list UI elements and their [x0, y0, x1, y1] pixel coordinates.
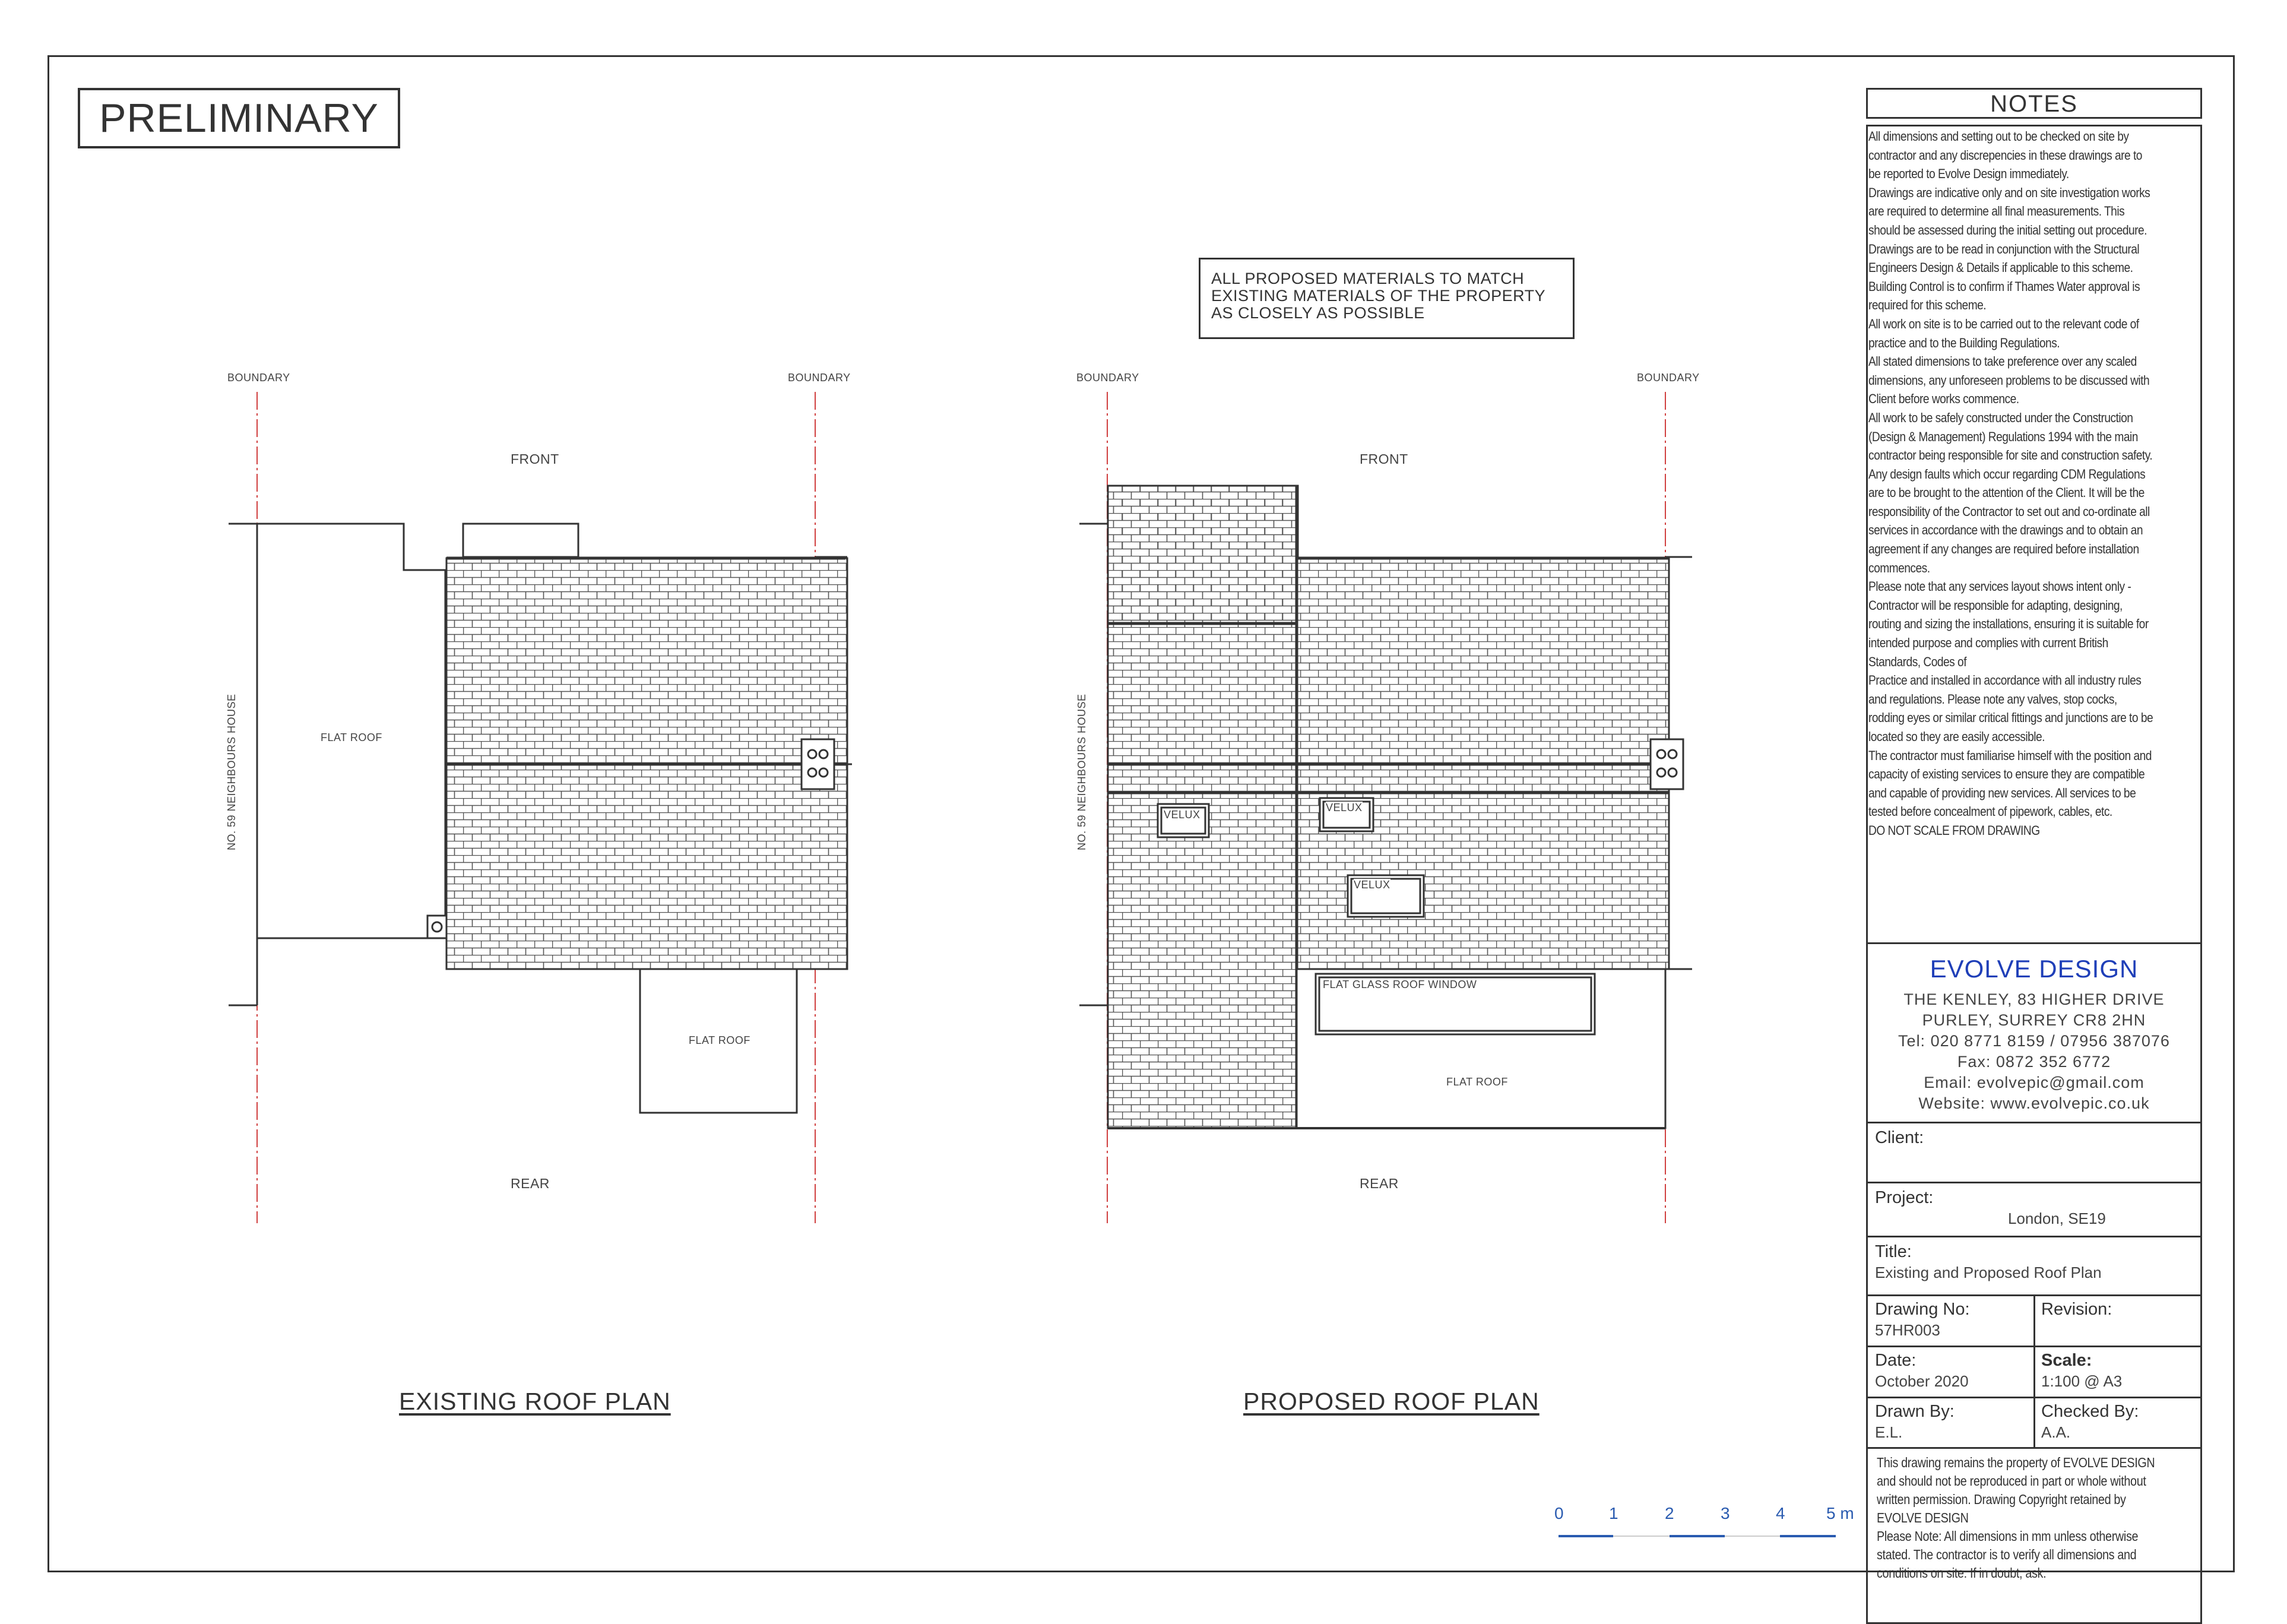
checked-by-label: Checked By: [2041, 1402, 2139, 1421]
existing-rear-label: REAR [511, 1176, 550, 1191]
scale-tick-3: 3 [1721, 1504, 1730, 1522]
notes-line: Contractor will be responsible for adapting, designing, [1868, 597, 2123, 613]
drawing-title-label: Title: [1875, 1242, 1912, 1261]
notes-line: tested before concealment of pipework, cables, etc. [1868, 804, 2112, 819]
notes-line: Any design faults which occur regarding CDM Regulations [1868, 466, 2146, 482]
velux-label-2: VELUX [1326, 802, 1363, 813]
drawn-by-label: Drawn By: [1875, 1402, 1955, 1421]
notes-line: located so they are easily accessible. [1868, 729, 2045, 744]
drawing-title-value: Existing and Proposed Roof Plan [1875, 1264, 2102, 1281]
notes-line: All dimensions and setting out to be checked on site by [1868, 129, 2129, 144]
client-label: Client: [1875, 1128, 1924, 1147]
title-block-panel [1866, 88, 2202, 1581]
velux-label-1: VELUX [1164, 809, 1200, 821]
notes-line: Building Control is to confirm if Thames Water approval is [1868, 278, 2140, 294]
notes-line: intended purpose and complies with current British [1868, 635, 2108, 651]
company-tel: Tel: 020 8771 8159 / 07956 387076 [1898, 1032, 2170, 1050]
copyright-line-2: and should not be reproduced in part or whole without [1877, 1473, 2146, 1489]
notes-line: All stated dimensions to take preference over any scaled [1868, 354, 2137, 369]
notes-line: Drawings are to be read in conjunction with the Structural [1868, 241, 2140, 257]
drawing-no-label: Drawing No: [1875, 1300, 1970, 1319]
notes-line: contractor being responsible for site and construction safety. [1868, 448, 2153, 463]
existing-front-bay [463, 524, 578, 557]
proposed-roof-plan-title: PROPOSED ROOF PLAN [1243, 1388, 1540, 1415]
company-email: Email: evolvepic@gmail.com [1924, 1074, 2145, 1091]
proposed-flat-roof-label: FLAT ROOF [1446, 1076, 1508, 1088]
notes-line: capacity of existing services to ensure they are compatible [1868, 767, 2145, 782]
existing-neighbour-label: NO. 59 NEIGHBOURS HOUSE [226, 694, 237, 850]
proposed-vent-box [1651, 739, 1683, 789]
copyright-line-5: Please Note: All dimensions in mm unless otherwise [1877, 1528, 2139, 1544]
notes-body [1868, 127, 2204, 840]
company-address-1: THE KENLEY, 83 HIGHER DRIVE [1903, 990, 2165, 1008]
existing-flat-roof-label-1: FLAT ROOF [321, 732, 382, 743]
notes-line: Drawings are indicative only and on site investigation works [1868, 185, 2150, 200]
copyright-line-7: conditions on site. If in doubt, ask. [1877, 1565, 2047, 1581]
existing-roof-plan-title: EXISTING ROOF PLAN [399, 1388, 671, 1415]
notes-line: DO NOT SCALE FROM DRAWING [1868, 822, 2040, 838]
preliminary-stamp: PRELIMINARY [78, 88, 400, 148]
existing-boundary-right-label: BOUNDARY [788, 372, 851, 384]
notes-line: The contractor must familiarise himself with the position and [1868, 748, 2152, 763]
notes-line: agreement if any changes are required before installation [1868, 542, 2139, 557]
existing-small-box [427, 916, 446, 938]
notes-line: All work on site is to be carried out to the relevant code of [1868, 316, 2139, 331]
notes-line: (Design & Management) Regulations 1994 with the main [1868, 429, 2138, 444]
notes-line: required for this scheme. [1868, 297, 1987, 313]
drawing-title-box [1866, 1236, 2202, 1296]
notes-line: are to be brought to the attention of the Client. It will be the [1868, 485, 2145, 501]
notes-line: services in accordance with the drawings and to obtain an [1868, 523, 2143, 538]
notes-line: Practice and installed in accordance with all industry rules [1868, 673, 2142, 688]
notes-line: are required to determine all final measurements. This [1868, 204, 2125, 219]
date-value: October 2020 [1875, 1372, 1969, 1390]
materials-note-line-1: ALL PROPOSED MATERIALS TO MATCH [1211, 270, 1525, 287]
existing-front-label: FRONT [511, 451, 559, 467]
notes-line: practice and to the Building Regulations. [1868, 335, 2060, 350]
proposed-front-left-block [1108, 486, 1298, 623]
drawn-by-value: E.L. [1875, 1423, 1903, 1441]
copyright-text [1877, 1454, 2203, 1582]
existing-vent-box [802, 739, 834, 789]
copyright-line-1: This drawing remains the property of EVOLVE DESIGN [1877, 1455, 2155, 1470]
scale-tick-2: 2 [1665, 1504, 1674, 1522]
project-label: Project: [1875, 1188, 1934, 1207]
notes-line: routing and sizing the installations, ensuring it is suitable for [1868, 616, 2149, 632]
company-contact [1866, 989, 2202, 1114]
scale-tick-4: 4 [1776, 1504, 1785, 1522]
copyright-line-3: written permission. Drawing Copyright retained by [1877, 1492, 2126, 1507]
materials-note-line-2: EXISTING MATERIALS OF THE PROPERTY [1211, 287, 1546, 305]
scale-tick-5: 5 m [1826, 1504, 1854, 1522]
drawing-no-row [1866, 1294, 2202, 1347]
notes-heading: NOTES [1866, 88, 2202, 119]
project-value: London, SE19 [2008, 1210, 2106, 1227]
notes-line: Client before works commence. [1868, 391, 2019, 407]
company-name: EVOLVE DESIGN [1930, 955, 2139, 983]
scale-value: 1:100 @ A3 [2041, 1372, 2123, 1390]
notes-line: responsibility of the Contractor to set out and co-ordinate all [1868, 504, 2150, 519]
revision-label: Revision: [2041, 1300, 2112, 1319]
proposed-boundary-left-label: BOUNDARY [1076, 372, 1139, 384]
drawn-checked-row [1866, 1397, 2202, 1449]
notes-line: Engineers Design & Details if applicable to this scheme. [1868, 260, 2133, 276]
proposed-left-column [1108, 623, 1297, 1128]
date-scale-row [1866, 1346, 2202, 1398]
notes-line: dimensions, any unforeseen problems to be discussed with [1868, 372, 2150, 388]
notes-line: and regulations. Please note any valves, stop cocks, [1868, 691, 2117, 707]
company-website: Website: www.evolvepic.co.uk [1918, 1094, 2150, 1112]
notes-line: All work to be safely constructed under the Construction [1868, 410, 2133, 425]
checked-by-value: A.A. [2041, 1423, 2071, 1441]
notes-line: and capable of providing new services. All services to be [1868, 785, 2136, 800]
notes-line: Standards, Codes of [1868, 654, 1967, 669]
scale-tick-1: 1 [1609, 1504, 1618, 1522]
drawing-no-value: 57HR003 [1875, 1321, 1940, 1339]
notes-line: Please note that any services layout shows intent only - [1868, 579, 2131, 594]
notes-line: should be assessed during the initial setting out procedure. [1868, 222, 2147, 238]
copyright-line-6: stated. The contractor is to verify all dimensions and [1877, 1547, 2137, 1562]
flat-glass-window-label: FLAT GLASS ROOF WINDOW [1323, 979, 1477, 990]
materials-note-line-3: AS CLOSELY AS POSSIBLE [1211, 304, 1425, 322]
company-fax: Fax: 0872 352 6772 [1957, 1053, 2111, 1071]
proposed-boundary-right-label: BOUNDARY [1637, 372, 1700, 384]
project-box [1866, 1182, 2202, 1237]
existing-roof-plan [229, 392, 852, 1223]
notes-line: contractor and any discrepencies in these drawings are to [1868, 147, 2142, 163]
velux-label-3: VELUX [1354, 879, 1390, 891]
proposed-front-label: FRONT [1360, 451, 1408, 467]
notes-line: rodding eyes or similar critical fittings and junctions are to be [1868, 710, 2153, 726]
existing-flat-roof-left [257, 524, 445, 938]
date-label: Date: [1875, 1351, 1917, 1370]
existing-flat-roof-label-2: FLAT ROOF [689, 1034, 750, 1046]
scale-tick-0: 0 [1554, 1504, 1564, 1522]
notes-line: be reported to Evolve Design immediately. [1868, 166, 2069, 182]
notes-line: commences. [1868, 560, 1930, 575]
proposed-neighbour-label: NO. 59 NEIGHBOURS HOUSE [1076, 694, 1088, 850]
proposed-roof-plan [1079, 392, 1692, 1223]
scale-label: Scale: [2041, 1351, 2092, 1370]
copyright-line-4: EVOLVE DESIGN [1877, 1510, 1969, 1525]
existing-boundary-left-label: BOUNDARY [227, 372, 290, 384]
client-box [1866, 1122, 2202, 1183]
proposed-rear-label: REAR [1360, 1176, 1399, 1191]
materials-note-box [1199, 258, 1575, 339]
company-address-2: PURLEY, SURREY CR8 2HN [1922, 1011, 2146, 1029]
